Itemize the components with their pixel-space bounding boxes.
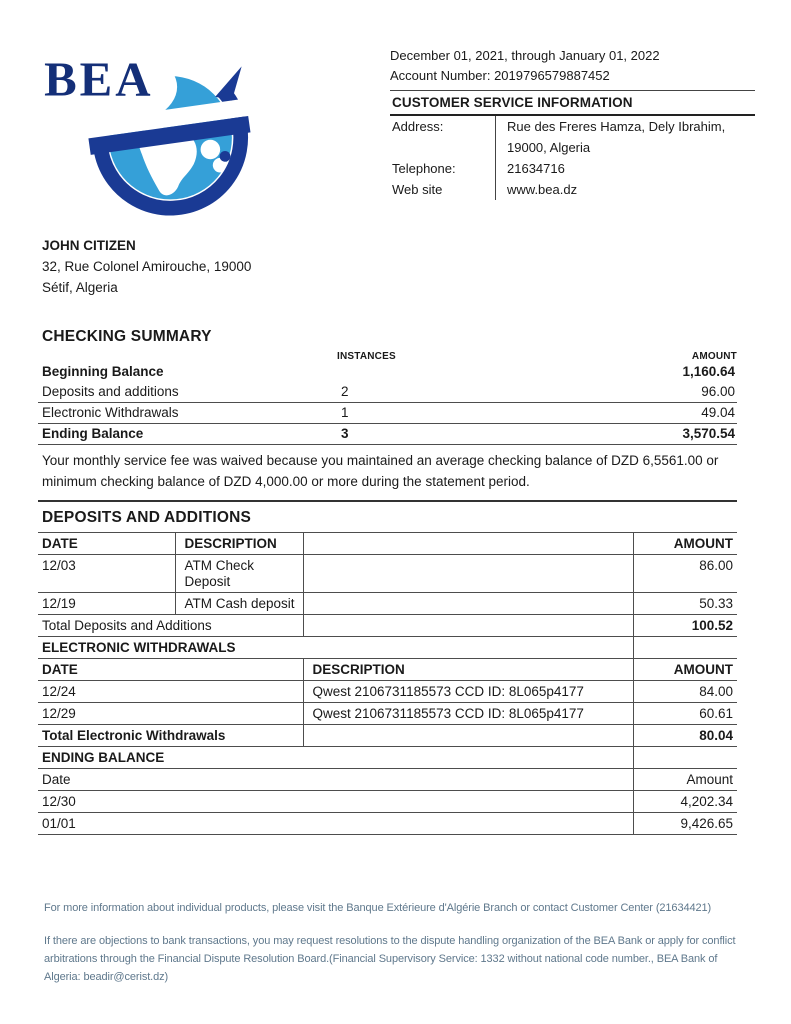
withdrawals-title: ELECTRONIC WITHDRAWALS <box>38 637 633 659</box>
withdrawal-description: Qwest 2106731185573 CCD ID: 8L065p4177 <box>303 681 633 703</box>
col-header-date: DATE <box>38 659 303 681</box>
col-header-date: DATE <box>38 533 175 555</box>
withdrawal-date: 12/24 <box>38 681 303 703</box>
summary-instances: 3 <box>341 426 349 441</box>
summary-amount: 49.04 <box>701 405 735 420</box>
summary-label: Beginning Balance <box>42 364 164 379</box>
summary-amount: 1,160.64 <box>682 364 735 379</box>
account-number-value: 2019796579887452 <box>494 68 610 83</box>
col-header-date: Date <box>38 769 633 791</box>
customer-address-line1: 32, Rue Colonel Amirouche, 19000 <box>42 259 252 274</box>
logo-text: BEA <box>44 51 154 107</box>
deposit-row <box>38 555 737 593</box>
deposits-total-row <box>38 615 737 637</box>
statement-body <box>0 328 791 835</box>
deposit-description: ATM Check Deposit <box>175 555 303 593</box>
col-header-amount: Amount <box>686 771 733 787</box>
col-header-instances: INSTANCES <box>337 351 396 362</box>
ending-balance-row <box>38 813 737 835</box>
customer-service-title: CUSTOMER SERVICE INFORMATION <box>390 90 755 116</box>
deposit-description: ATM Cash deposit <box>175 593 303 615</box>
service-fee-note: Your monthly service fee was waived because you maintained an average checking balance of DZD 6,5561.00 or minimum checking balance of DZD 4,000.00 or more during the statement period. <box>38 445 737 502</box>
summary-row-ending-balance <box>38 424 737 445</box>
ending-balance-section-row <box>38 747 737 769</box>
summary-amount: 96.00 <box>701 384 735 399</box>
summary-instances: 2 <box>341 384 349 399</box>
summary-label: Ending Balance <box>42 426 144 441</box>
withdrawal-row <box>38 681 737 703</box>
bank-logo <box>38 40 338 221</box>
ending-balance-date: 12/30 <box>38 791 633 813</box>
ending-balance-row <box>38 791 737 813</box>
withdrawals-total-label: Total Electronic Withdrawals <box>38 725 303 747</box>
header <box>0 0 791 221</box>
withdrawals-header-row <box>38 659 737 681</box>
account-number-label: Account Number: <box>390 68 491 83</box>
withdrawal-description: Qwest 2106731185573 CCD ID: 8L065p4177 <box>303 703 633 725</box>
col-header-amount: AMOUNT <box>691 351 737 362</box>
statement-header-info <box>390 48 755 200</box>
withdrawal-amount: 60.61 <box>699 705 733 721</box>
summary-row-withdrawals <box>38 403 737 424</box>
deposit-date: 12/03 <box>38 555 175 593</box>
withdrawal-date: 12/29 <box>38 703 303 725</box>
csi-value-address-line2: 19000, Algeria <box>495 137 755 158</box>
summary-label: Electronic Withdrawals <box>42 405 179 420</box>
globe-island-shape <box>201 140 221 160</box>
account-number <box>390 68 755 90</box>
summary-row-beginning-balance <box>38 362 737 382</box>
statement-footer <box>0 899 791 986</box>
withdrawals-total-amount: 80.04 <box>699 727 733 743</box>
customer-name: JOHN CITIZEN <box>42 238 136 253</box>
deposits-total-amount: 100.52 <box>691 617 733 633</box>
deposits-header-row <box>38 533 737 555</box>
deposits-total-label: Total Deposits and Additions <box>38 615 303 637</box>
deposit-row <box>38 593 737 615</box>
col-header-description: DESCRIPTION <box>303 659 633 681</box>
globe-dot <box>220 151 231 162</box>
ending-balance-amount: 9,426.65 <box>680 815 733 831</box>
csi-value-address-line1: Rue des Freres Hamza, Dely Ibrahim, <box>495 116 755 137</box>
col-header-amount: AMOUNT <box>673 661 733 677</box>
ending-balance-header-row <box>38 769 737 791</box>
ending-balance-amount: 4,202.34 <box>680 793 733 809</box>
withdrawal-row <box>38 703 737 725</box>
csi-label-website: Web site <box>392 182 443 197</box>
deposit-amount: 50.33 <box>699 595 733 611</box>
withdrawal-amount: 84.00 <box>699 683 733 699</box>
footer-dispute-line: If there are objections to bank transactions, you may request resolutions to the dispute handling organization of the BEA Bank or apply for conflict arbitrations through the Financial Dispute Resolution Board.(Financial Supervisory Service: 1332 without national code number., BEA Bank of Algeria: beadir@cerist.dz) <box>44 935 736 983</box>
summary-amount: 3,570.54 <box>682 426 735 441</box>
summary-row-deposits <box>38 382 737 403</box>
checking-summary-title: CHECKING SUMMARY <box>42 328 212 345</box>
csi-label-empty <box>390 137 495 158</box>
customer-service-table <box>390 116 755 200</box>
customer-address-line2: Sétif, Algeria <box>42 280 118 295</box>
footer-info-line: For more information about individual products, please visit the Banque Extérieure d'Algérie Branch or contact Customer Center (21634421) <box>44 902 712 914</box>
col-header-amount: AMOUNT <box>673 535 733 551</box>
deposit-date: 12/19 <box>38 593 175 615</box>
deposits-title: DEPOSITS AND ADDITIONS <box>42 509 252 526</box>
summary-label: Deposits and additions <box>42 384 179 399</box>
csi-label-telephone: Telephone: <box>392 161 456 176</box>
summary-column-headers <box>38 351 737 362</box>
summary-instances <box>341 364 561 379</box>
csi-label-address: Address: <box>392 119 444 134</box>
bea-globe-logo <box>38 40 283 216</box>
customer-address-block <box>42 235 791 298</box>
col-header-description: DESCRIPTION <box>175 533 303 555</box>
withdrawals-section-row <box>38 637 737 659</box>
ending-balance-title: ENDING BALANCE <box>38 747 633 769</box>
arc-arrow-tip <box>215 66 241 100</box>
transactions-table <box>38 532 737 835</box>
csi-value-website: www.bea.dz <box>495 179 755 200</box>
deposit-amount: 86.00 <box>699 557 733 573</box>
summary-instances: 1 <box>341 405 349 420</box>
withdrawals-total-row <box>38 725 737 747</box>
statement-period: December 01, 2021, through January 01, 2022 <box>390 48 660 63</box>
ending-balance-date: 01/01 <box>38 813 633 835</box>
csi-value-telephone: 21634716 <box>495 158 755 179</box>
